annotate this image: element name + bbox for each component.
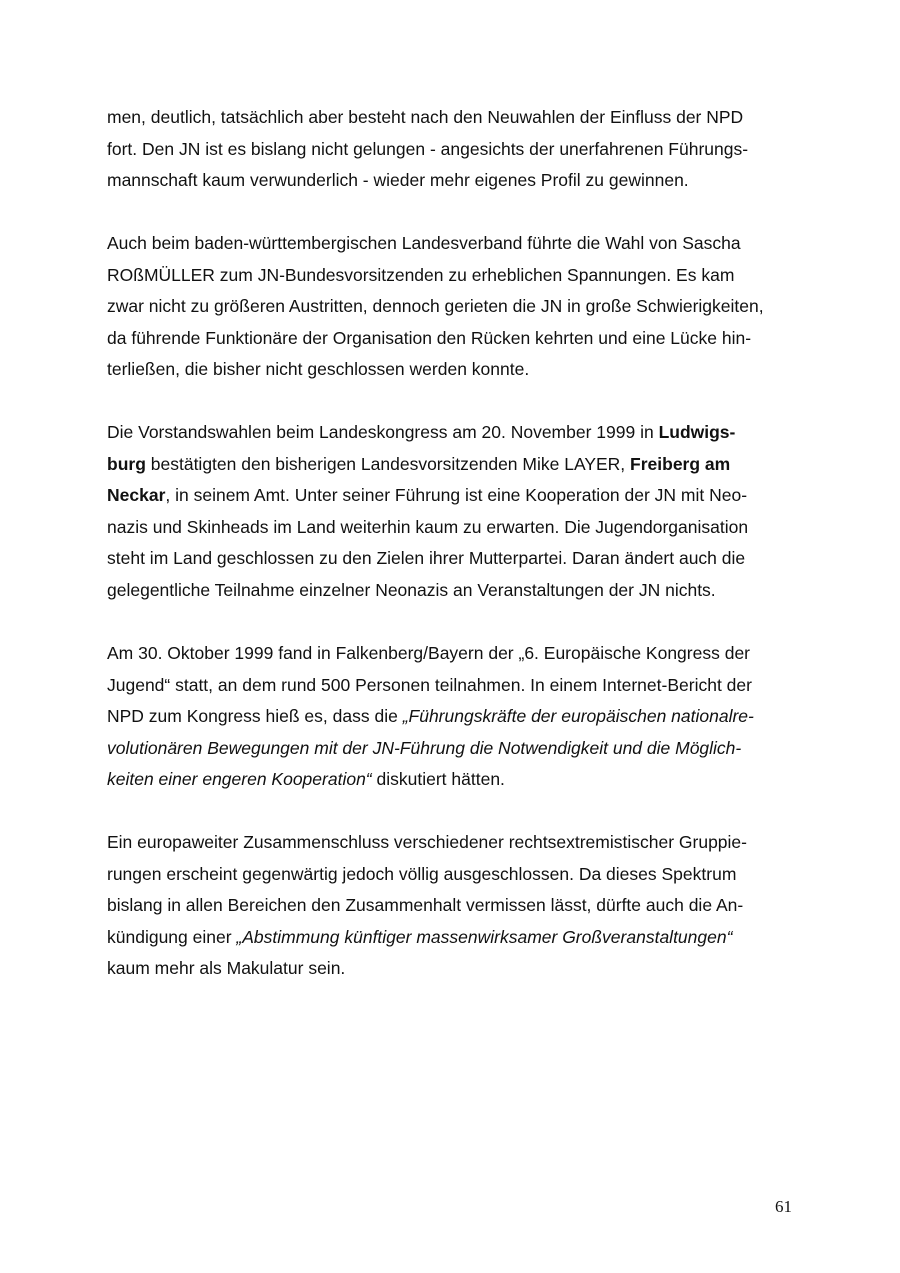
text-run: Ein europaweiter Zusammenschluss verschiedener rechtsextremistischer Gruppie- [107, 832, 747, 852]
italic-quote: keiten einer engeren Kooperation“ [107, 769, 372, 789]
text-line [107, 449, 807, 481]
bold-text: burg [107, 453, 146, 474]
paragraph-landesverband-tensions [107, 228, 807, 386]
text-line [107, 260, 807, 292]
text-line [107, 733, 807, 765]
text-run: nazis und Skinheads im Land weiterhin kaum zu erwarten. Die Jugendorganisation [107, 516, 749, 537]
text-run: kündigung einer [107, 926, 237, 947]
page-number: 61 [775, 1197, 792, 1216]
paragraph-european-congress [107, 638, 807, 796]
text-line [107, 953, 807, 985]
text-line [107, 134, 807, 166]
text-run: Auch beim baden-württembergischen Landesverband führte die Wahl von Sascha [107, 233, 741, 253]
bold-text: Ludwigs- [658, 422, 736, 442]
text-line [107, 859, 807, 891]
text-run: ROßMÜLLER zum JN-Bundesvorsitzenden zu erheblichen Spannungen. Es kam [107, 264, 735, 285]
text-run: Am 30. Oktober 1999 fand in Falkenberg/Bayern der „6. Europäische Kongress der [107, 643, 751, 663]
text-line [107, 417, 807, 449]
text-run: steht im Land geschlossen zu den Zielen ihrer Mutterpartei. Daran ändert auch die [107, 548, 746, 568]
text-run: NPD zum Kongress hieß es, dass die [107, 706, 403, 726]
text-run: fort. Den JN ist es bislang nicht gelungen - angesichts der unerfahrenen Führungs- [107, 138, 749, 159]
text-line [107, 575, 807, 607]
italic-quote: volutionären Bewegungen mit der JN-Führung die Notwendigkeit und die Möglich- [107, 737, 742, 758]
text-run: rungen erscheint gegenwärtig jedoch völlig ausgeschlossen. Da dieses Spektrum [107, 863, 737, 884]
text-line [107, 827, 807, 859]
paragraph-european-cooperation [107, 827, 807, 985]
text-line [107, 291, 807, 323]
text-run: gelegentliche Teilnahme einzelner Neonazis an Veranstaltungen der JN nichts. [107, 579, 716, 600]
text-line [107, 228, 807, 260]
text-run: kaum mehr als Makulatur sein. [107, 958, 346, 978]
text-line [107, 638, 807, 670]
text-line [107, 323, 807, 355]
text-line [107, 354, 807, 386]
text-line [107, 512, 807, 544]
text-run: bestätigten den bisherigen Landesvorsitzenden Mike LAYER, [145, 453, 631, 474]
text-run: da führende Funktionäre der Organisation den Rücken kehrten und eine Lücke hin- [107, 327, 752, 348]
text-run: Die Vorstandswahlen beim Landeskongress am 20. November 1999 in [107, 422, 659, 442]
text-line [107, 165, 807, 197]
text-line [107, 922, 807, 954]
text-run: diskutiert hätten. [371, 769, 505, 789]
paragraph-board-elections [107, 417, 807, 606]
italic-quote: „Abstimmung künftiger massenwirksamer Großveranstaltungen“ [236, 926, 733, 947]
text-line [107, 701, 807, 733]
italic-quote: „Führungskräfte der europäischen nationalre- [402, 706, 754, 726]
text-line [107, 670, 807, 702]
text-run: zwar nicht zu größeren Austritten, dennoch gerieten die JN in große Schwierigkeiten, [107, 296, 764, 316]
text-run: Jugend“ statt, an dem rund 500 Personen teilnahmen. In einem Internet-Bericht der [107, 674, 752, 695]
text-line [107, 480, 807, 512]
text-run: mannschaft kaum verwunderlich - wieder mehr eigenes Profil zu gewinnen. [107, 170, 689, 190]
text-line [107, 764, 807, 796]
paragraph-npd-influence [107, 102, 807, 197]
bold-text: Freiberg am [630, 453, 731, 474]
text-line [107, 102, 807, 134]
text-line [107, 890, 807, 922]
text-line [107, 543, 807, 575]
text-run: terließen, die bisher nicht geschlossen werden konnte. [107, 359, 530, 379]
text-run: men, deutlich, tatsächlich aber besteht nach den Neuwahlen der Einfluss der NPD [107, 107, 744, 127]
bold-text: Neckar [107, 485, 166, 505]
text-run: , in seinem Amt. Unter seiner Führung ist eine Kooperation der JN mit Neo- [165, 485, 748, 505]
text-run: bislang in allen Bereichen den Zusammenhalt vermissen lässt, dürfte auch die An- [107, 895, 744, 915]
